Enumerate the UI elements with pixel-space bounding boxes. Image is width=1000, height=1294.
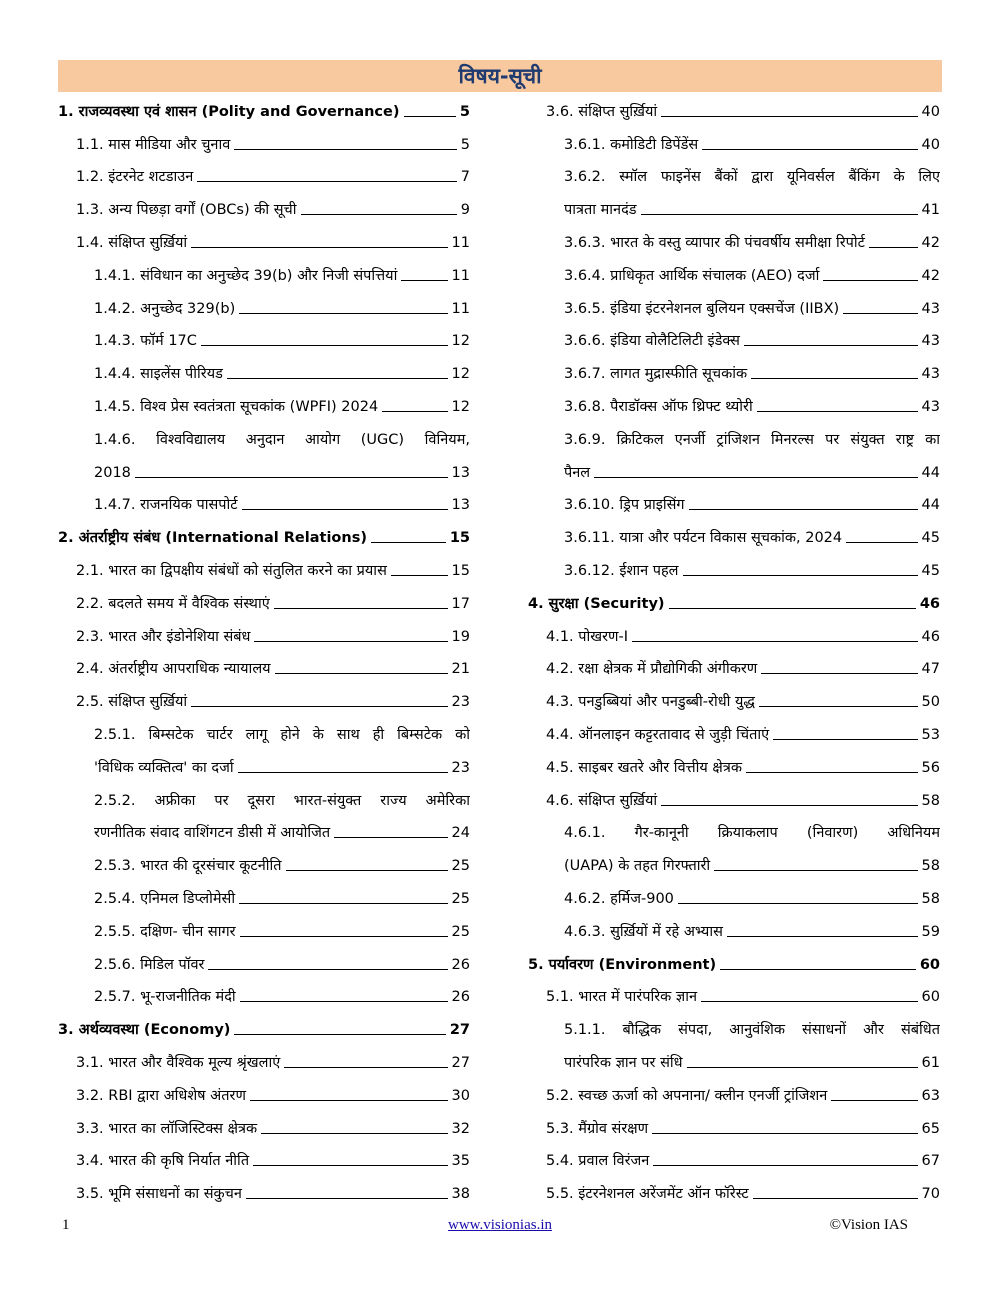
toc-entry[interactable] <box>528 355 940 388</box>
toc-entry-title: 2.5.4. एनिमल डिप्लोमेसी <box>94 890 236 907</box>
toc-entry-title: 5.4. प्रवाल विरंजन <box>546 1153 650 1170</box>
toc-page-number: 9 <box>460 202 470 219</box>
toc-entry-title: 'विधिक व्यक्तित्व' का दर्जा <box>94 759 234 776</box>
toc-entry-title: 3.6. संक्षिप्त सुर्ख़ियां <box>546 103 658 120</box>
toc-leader-line <box>301 214 457 215</box>
toc-leader-line <box>761 673 917 674</box>
toc-leader-line <box>201 345 448 346</box>
toc-entry[interactable] <box>58 1077 470 1110</box>
toc-page-number: 24 <box>451 825 470 842</box>
toc-entry[interactable] <box>528 224 940 257</box>
toc-leader-line <box>687 1067 918 1068</box>
toc-entry[interactable] <box>58 1044 470 1077</box>
toc-entry[interactable] <box>58 815 470 848</box>
toc-leader-line <box>683 575 918 576</box>
toc-leader-line <box>869 247 918 248</box>
toc-page-number: 53 <box>921 726 940 743</box>
toc-entry-title: 1.4.5. विश्व प्रेस स्वतंत्रता सूचकांक (WPFI) 2024 <box>94 398 379 415</box>
toc-leader-line <box>678 903 918 904</box>
toc-page-number: 42 <box>921 267 940 284</box>
toc-entry[interactable] <box>58 421 470 454</box>
toc-leader-line <box>274 608 448 609</box>
toc-page-number: 12 <box>451 366 470 383</box>
toc-entry[interactable] <box>528 519 940 552</box>
toc-leader-line <box>594 477 917 478</box>
toc-entry-title: 5.1. भारत में पारंपरिक ज्ञान <box>546 989 697 1006</box>
toc-page-number: 30 <box>451 1087 470 1104</box>
toc-entry[interactable] <box>528 487 940 520</box>
toc-page-number: 12 <box>451 398 470 415</box>
toc-leader-line <box>661 805 917 806</box>
toc-leader-line <box>254 641 447 642</box>
toc-page-number: 26 <box>451 956 470 973</box>
toc-entry-title: 3.6.3. भारत के वस्तु व्यापार की पंचवर्षीय समीक्षा रिपोर्ट <box>564 234 865 251</box>
toc-page-number: 59 <box>921 923 940 940</box>
toc-page-number: 70 <box>921 1186 940 1203</box>
toc-right-column <box>528 93 940 1208</box>
toc-page-number: 25 <box>451 890 470 907</box>
toc-entry-title: 3.6.8. पैराडॉक्स ऑफ थ्रिफ्ट थ्योरी <box>564 398 753 415</box>
toc-entry-title: 3.1. भारत और वैश्विक मूल्य श्रृंखलाएं <box>76 1054 281 1071</box>
toc-leader-line <box>275 673 448 674</box>
toc-entry-title: 1. राजव्यवस्था एवं शासन (Polity and Governance) <box>58 103 400 120</box>
toc-entry[interactable] <box>528 421 940 454</box>
toc-page-number: 11 <box>451 234 470 251</box>
toc-page-number: 58 <box>921 792 940 809</box>
toc-leader-line <box>191 706 447 707</box>
toc-entry-title: 3.4. भारत की कृषि निर्यात नीति <box>76 1153 250 1170</box>
toc-entry-title: 2.5.6. मिडिल पॉवर <box>94 956 205 973</box>
toc-page-number: 12 <box>451 333 470 350</box>
toc-entry[interactable] <box>58 257 470 290</box>
toc-leader-line <box>751 378 917 379</box>
toc-leader-line <box>641 214 918 215</box>
toc-leader-line <box>284 1067 447 1068</box>
toc-page-number: 41 <box>921 202 940 219</box>
toc-entry-title: 4. सुरक्षा (Security) <box>528 595 665 612</box>
toc-entry-title: 4.2. रक्षा क्षेत्रक में प्रौद्योगिकी अंगीकरण <box>546 661 758 678</box>
toc-entry-title: 1.4.6. विश्वविद्यालय अनुदान आयोग (UGC) विनियम, <box>94 431 470 448</box>
toc-page-number: 15 <box>451 562 470 579</box>
toc-entry[interactable] <box>58 913 470 946</box>
toc-leader-line <box>823 280 917 281</box>
toc-entry-title: 1.4.3. फॉर्म 17C <box>94 333 197 350</box>
toc-section-heading[interactable] <box>58 519 470 552</box>
toc-title-bar <box>58 60 942 92</box>
toc-entry-title: 5.2. स्वच्छ ऊर्जा को अपनाना/ क्लीन एनर्जी ट्रांजिशन <box>546 1087 828 1104</box>
toc-page-number: 23 <box>451 759 470 776</box>
toc-entry-title: पैनल <box>564 464 591 481</box>
toc-leader-line <box>727 936 918 937</box>
toc-entry-title: 2.3. भारत और इंडोनेशिया संबंध <box>76 628 251 645</box>
toc-entry[interactable] <box>58 585 470 618</box>
toc-page-number: 45 <box>921 562 940 579</box>
toc-entry-title: 3.5. भूमि संसाधनों का संकुचन <box>76 1186 242 1203</box>
toc-entry-title: 3.6.12. ईशान पहल <box>564 562 679 579</box>
toc-leader-line <box>702 149 917 150</box>
toc-leader-line <box>234 149 456 150</box>
toc-leader-line <box>286 870 448 871</box>
footer-website-link[interactable]: www.visionias.in <box>447 1217 553 1233</box>
toc-entry[interactable] <box>528 847 940 880</box>
toc-leader-line <box>371 542 446 543</box>
toc-entry[interactable] <box>58 323 470 356</box>
toc-entry[interactable] <box>528 323 940 356</box>
toc-entry[interactable] <box>58 782 470 815</box>
toc-entry[interactable] <box>58 388 470 421</box>
toc-entry-title: 4.6.1. गैर-कानूनी क्रियाकलाप (निवारण) अधिनियम <box>564 825 940 842</box>
toc-entry[interactable] <box>528 1011 940 1044</box>
toc-entry[interactable] <box>58 651 470 684</box>
toc-entry[interactable] <box>528 683 940 716</box>
toc-entry-title: पात्रता मानदंड <box>564 202 637 219</box>
toc-entry[interactable] <box>528 1110 940 1143</box>
toc-page-number: 25 <box>451 858 470 875</box>
toc-entry[interactable] <box>58 1175 470 1208</box>
toc-page-number: 61 <box>921 1054 940 1071</box>
toc-entry[interactable] <box>528 651 940 684</box>
toc-page-number: 43 <box>921 300 940 317</box>
toc-entry[interactable] <box>58 880 470 913</box>
toc-entry-title: 1.4.4. साइलेंस पीरियड <box>94 366 223 383</box>
toc-entry-title: 3.6.11. यात्रा और पर्यटन विकास सूचकांक, 2024 <box>564 530 843 547</box>
toc-leader-line <box>261 1133 447 1134</box>
toc-page-number: 13 <box>451 497 470 514</box>
toc-leader-line <box>253 1165 447 1166</box>
toc-leader-line <box>227 378 448 379</box>
toc-page-number: 46 <box>921 628 940 645</box>
toc-leader-line <box>240 1001 448 1002</box>
toc-page-number: 19 <box>451 628 470 645</box>
toc-entry-title: रणनीतिक संवाद वाशिंगटन डीसी में आयोजित <box>94 825 331 842</box>
toc-leader-line <box>382 411 447 412</box>
toc-leader-line <box>843 313 917 314</box>
toc-entry-title: 3.6.2. स्मॉल फाइनेंस बैंकों द्वारा यूनिवर्सल बैंकिंग के लिए <box>564 169 940 186</box>
toc-entry-title: 4.6.3. सुर्ख़ियों में रहे अभ्यास <box>564 923 723 940</box>
toc-entry[interactable] <box>528 815 940 848</box>
toc-entry-title: 2. अंतर्राष्ट्रीय संबंध (International Relations) <box>58 530 367 547</box>
toc-entry[interactable] <box>528 1077 940 1110</box>
toc-entry[interactable] <box>58 618 470 651</box>
toc-page-number: 15 <box>449 530 470 547</box>
toc-entry[interactable] <box>58 979 470 1012</box>
toc-entry[interactable] <box>528 388 940 421</box>
toc-entry[interactable] <box>528 913 940 946</box>
toc-leader-line <box>744 345 918 346</box>
toc-leader-line <box>242 509 448 510</box>
toc-page-number: 27 <box>451 1054 470 1071</box>
toc-page-number: 43 <box>921 366 940 383</box>
toc-entry-title: 2.5.2. अफ्रीका पर दूसरा भारत-संयुक्त राज्य अमेरिका <box>94 792 470 809</box>
toc-entry[interactable] <box>528 257 940 290</box>
toc-leader-line <box>720 969 916 970</box>
toc-leader-line <box>135 477 448 478</box>
toc-entry[interactable] <box>58 290 470 323</box>
toc-page-number: 27 <box>449 1022 470 1039</box>
toc-leader-line <box>239 313 447 314</box>
toc-page-number: 38 <box>451 1186 470 1203</box>
toc-entry[interactable] <box>528 1143 940 1176</box>
toc-page-number: 45 <box>921 530 940 547</box>
toc-page-number: 21 <box>451 661 470 678</box>
toc-entry-title: 2.2. बदलते समय में वैश्विक संस्थाएं <box>76 595 270 612</box>
toc-entry[interactable] <box>58 552 470 585</box>
toc-entry-title: 3.6.10. ड्रिप प्राइसिंग <box>564 497 685 514</box>
toc-entry[interactable] <box>528 454 940 487</box>
toc-entry[interactable] <box>58 1143 470 1176</box>
toc-entry[interactable] <box>58 683 470 716</box>
toc-leader-line <box>191 247 447 248</box>
page-title: विषय-सूची <box>458 64 542 88</box>
toc-leader-line <box>197 181 456 182</box>
toc-page-number: 60 <box>921 989 940 1006</box>
toc-section-heading[interactable] <box>58 1011 470 1044</box>
footer-page-number: 1 <box>62 1217 70 1233</box>
toc-entry-title: 1.4. संक्षिप्त सुर्ख़ियां <box>76 234 188 251</box>
toc-page-number: 32 <box>451 1120 470 1137</box>
toc-entry[interactable] <box>528 618 940 651</box>
toc-page-number: 42 <box>921 234 940 251</box>
toc-leader-line <box>334 837 447 838</box>
toc-page-number: 63 <box>921 1087 940 1104</box>
toc-entry-title: 2.5.1. बिम्सटेक चार्टर लागू होने के साथ ही बिम्सटेक को <box>94 726 470 743</box>
toc-entry[interactable] <box>528 716 940 749</box>
toc-entry-title: 4.3. पनडुब्बियां और पनडुब्बी-रोधी युद्ध <box>546 694 755 711</box>
toc-entry-title: 2.5. संक्षिप्त सुर्ख़ियां <box>76 694 188 711</box>
toc-page-number: 26 <box>451 989 470 1006</box>
toc-page-number: 43 <box>921 398 940 415</box>
toc-entry-title: 4.4. ऑनलाइन कट्टरतावाद से जुड़ी चिंताएं <box>546 726 770 743</box>
toc-leader-line <box>250 1100 448 1101</box>
toc-entry-title: 2018 <box>94 464 131 481</box>
toc-page-number: 40 <box>921 136 940 153</box>
toc-entry-title: 1.2. इंटरनेट शटडाउन <box>76 169 194 186</box>
toc-page-number: 35 <box>451 1153 470 1170</box>
toc-leader-line <box>632 641 917 642</box>
toc-entry-title: 5.5. इंटरनेशनल अरेंजमेंट ऑन फॉरेस्ट <box>546 1186 749 1203</box>
toc-entry-title: 4.6. संक्षिप्त सुर्ख़ियां <box>546 792 658 809</box>
toc-page-number: 47 <box>921 661 940 678</box>
toc-page-number: 58 <box>921 858 940 875</box>
toc-page-number: 60 <box>919 956 940 973</box>
toc-leader-line <box>652 1133 917 1134</box>
toc-page-number: 67 <box>921 1153 940 1170</box>
toc-entry-title: 3.6.4. प्राधिकृत आर्थिक संचालक (AEO) दर्जा <box>564 267 820 284</box>
toc-entry[interactable] <box>528 782 940 815</box>
toc-leader-line <box>846 542 917 543</box>
toc-entry-title: 3.6.9. क्रिटिकल एनर्जी ट्रांजिशन मिनरल्स पर संयुक्त राष्ट्र का <box>564 431 940 448</box>
toc-entry-title: 3.6.6. इंडिया वोलैटिलिटी इंडेक्स <box>564 333 740 350</box>
toc-leader-line <box>391 575 448 576</box>
toc-entry-title: 1.3. अन्य पिछड़ा वर्गों (OBCs) की सूची <box>76 202 297 219</box>
toc-page-number: 46 <box>919 595 940 612</box>
toc-page-number: 7 <box>460 169 470 186</box>
toc-leader-line <box>746 772 918 773</box>
toc-leader-line <box>753 1198 918 1199</box>
toc-entry[interactable] <box>528 880 940 913</box>
toc-page-number: 58 <box>921 890 940 907</box>
toc-page-number: 11 <box>451 267 470 284</box>
toc-entry[interactable] <box>528 749 940 782</box>
toc-entry-title: 3.2. RBI द्वारा अधिशेष अंतरण <box>76 1087 246 1104</box>
toc-entry-title: 3.3. भारत का लॉजिस्टिक्स क्षेत्रक <box>76 1120 258 1137</box>
toc-entry[interactable] <box>528 191 940 224</box>
toc-page-number: 23 <box>451 694 470 711</box>
toc-entry-title: 3.6.5. इंडिया इंटरनेशनल बुलियन एक्सचेंज (IIBX) <box>564 300 840 317</box>
toc-entry[interactable] <box>58 159 470 192</box>
toc-entry-title: 3.6.1. कमोडिटी डिपेंडेंस <box>564 136 699 153</box>
toc-page-number: 65 <box>921 1120 940 1137</box>
toc-leader-line <box>831 1100 917 1101</box>
toc-leader-line <box>238 772 448 773</box>
toc-page-number: 11 <box>451 300 470 317</box>
toc-entry-title: 1.4.1. संविधान का अनुच्छेद 39(b) और निजी संपत्तियां <box>94 267 398 284</box>
toc-entry[interactable] <box>58 355 470 388</box>
toc-entry-title: 3. अर्थव्यवस्था (Economy) <box>58 1022 231 1039</box>
toc-entry-title: (UAPA) के तहत गिरफ्तारी <box>564 858 711 875</box>
toc-entry-title: 2.5.7. भू-राजनीतिक मंदी <box>94 989 236 1006</box>
toc-entry[interactable] <box>58 716 470 749</box>
toc-entry[interactable] <box>58 454 470 487</box>
toc-page-number: 50 <box>921 694 940 711</box>
toc-entry-title: 1.4.7. राजनयिक पासपोर्ट <box>94 497 238 514</box>
toc-entry[interactable] <box>528 1044 940 1077</box>
toc-page-number: 44 <box>921 464 940 481</box>
toc-leader-line <box>401 280 447 281</box>
toc-leader-line <box>208 969 447 970</box>
footer-copyright: ©Vision IAS <box>829 1217 908 1233</box>
toc-entry[interactable] <box>528 1175 940 1208</box>
toc-entry-title: 1.4.2. अनुच्छेद 329(b) <box>94 300 236 317</box>
toc-leader-line <box>669 608 916 609</box>
toc-page-number: 40 <box>921 103 940 120</box>
toc-page-number: 17 <box>451 595 470 612</box>
toc-entry[interactable] <box>58 191 470 224</box>
toc-leader-line <box>246 1198 448 1199</box>
toc-entry-title: 4.5. साइबर खतरे और वित्तीय क्षेत्रक <box>546 759 742 776</box>
toc-entry-title: 3.6.7. लागत मुद्रास्फीति सूचकांक <box>564 366 748 383</box>
toc-page-number: 5 <box>460 136 470 153</box>
toc-entry[interactable] <box>58 1110 470 1143</box>
toc-entry-title: 5.1.1. बौद्धिक संपदा, आनुवंशिक संसाधनों और संबंधित <box>564 1022 940 1039</box>
toc-leader-line <box>234 1034 445 1035</box>
toc-entry-title: 4.1. पोखरण-I <box>546 628 629 645</box>
toc-entry[interactable] <box>58 749 470 782</box>
toc-leader-line <box>714 870 917 871</box>
toc-entry-title: 2.4. अंतर्राष्ट्रीय आपराधिक न्यायालय <box>76 661 271 678</box>
toc-entry[interactable] <box>528 979 940 1012</box>
toc-page-number: 43 <box>921 333 940 350</box>
toc-section-heading[interactable] <box>58 93 470 126</box>
toc-leader-line <box>773 739 917 740</box>
toc-page-number: 44 <box>921 497 940 514</box>
toc-entry[interactable] <box>58 847 470 880</box>
toc-leader-line <box>689 509 918 510</box>
toc-entry[interactable] <box>528 290 940 323</box>
toc-leader-line <box>240 936 448 937</box>
toc-left-column <box>58 93 470 1208</box>
toc-leader-line <box>653 1165 917 1166</box>
toc-entry-title: 2.5.3. भारत की दूरसंचार कूटनीति <box>94 858 282 875</box>
toc-leader-line <box>757 411 918 412</box>
toc-entry-title: 2.5.5. दक्षिण- चीन सागर <box>94 923 236 940</box>
toc-entry-title: 1.1. मास मीडिया और चुनाव <box>76 136 231 153</box>
toc-page-number: 56 <box>921 759 940 776</box>
toc-entry[interactable] <box>58 224 470 257</box>
toc-entry-title: 5.3. मैंग्रोव संरक्षण <box>546 1120 649 1137</box>
toc-leader-line <box>759 706 918 707</box>
toc-entry[interactable] <box>58 946 470 979</box>
toc-leader-line <box>239 903 447 904</box>
toc-page-number: 25 <box>451 923 470 940</box>
toc-entry[interactable] <box>528 159 940 192</box>
toc-section-heading[interactable] <box>528 585 940 618</box>
toc-entry[interactable] <box>528 552 940 585</box>
toc-page-number: 5 <box>459 103 470 120</box>
toc-page-number: 13 <box>451 464 470 481</box>
toc-entry[interactable] <box>58 487 470 520</box>
toc-entry[interactable] <box>528 93 940 126</box>
toc-section-heading[interactable] <box>528 946 940 979</box>
toc-entry[interactable] <box>58 126 470 159</box>
toc-entry[interactable] <box>528 126 940 159</box>
toc-leader-line <box>701 1001 918 1002</box>
toc-entry-title: 2.1. भारत का द्विपक्षीय संबंधों को संतुलित करने का प्रयास <box>76 562 387 579</box>
toc-leader-line <box>404 116 456 117</box>
toc-entry-title: पारंपरिक ज्ञान पर संधि <box>564 1054 683 1071</box>
toc-entry-title: 4.6.2. हर्मिज-900 <box>564 890 674 907</box>
toc-entry-title: 5. पर्यावरण (Environment) <box>528 956 717 973</box>
toc-leader-line <box>661 116 917 117</box>
